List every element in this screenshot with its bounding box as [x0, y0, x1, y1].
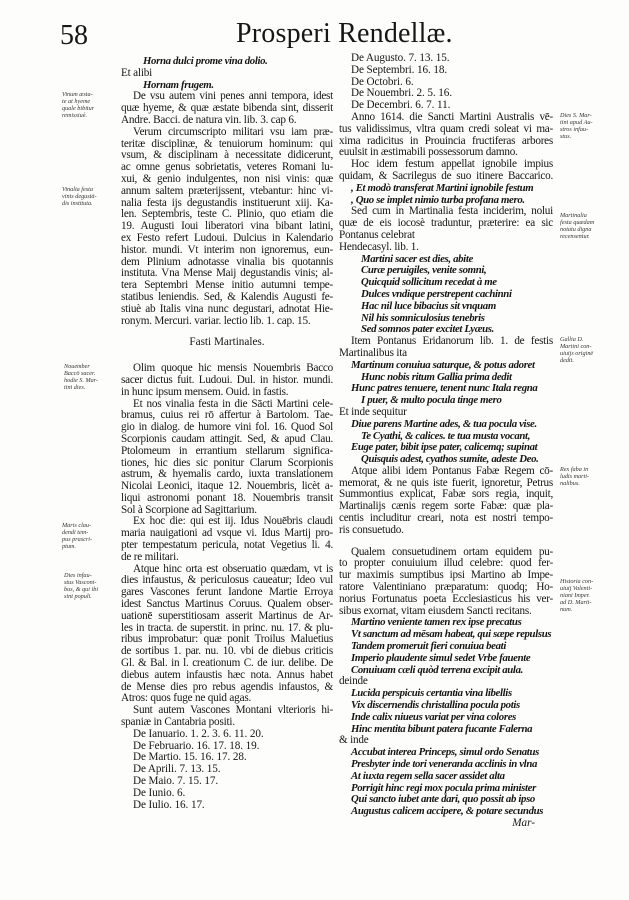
text-line: Martinalijs cænis regem sorte Fabæ: quæ pla- [339, 500, 553, 513]
text-line: stiuè ab Italis vina nunc degustari, adnotat Hie- [121, 302, 333, 315]
verse-line: I puer, & multo pocula tinge mero [361, 394, 502, 407]
text-line: quæ de eis iocosè traduntur, præterire: ea sic [339, 217, 553, 230]
text-line: nalia festa ijs degustandis instituerunt xiij. Ka- [121, 196, 333, 209]
verse-line: Euge pater, bibit ipse pater, calicemq; supinat [351, 441, 538, 454]
verse-line: Curæ peruigiles, venite somni, [361, 264, 487, 277]
text-line: Et nos vinalia festa in die Sācti Martini cele- [133, 397, 333, 410]
text-line: Atque hinc orta est obseruatio quædam, vt is [133, 562, 333, 575]
verse-line: Conuiuam cæli quòd terrena excipit aula. [351, 663, 523, 676]
margin-note-line: sint populi. [64, 593, 92, 600]
text-line: de re militari. [121, 550, 179, 563]
verse-line: Martini sacer est dies, abite [361, 252, 473, 265]
margin-note-line: Rex faba in [560, 466, 589, 473]
text-line: bramus, cuius rei rō affertur à Bartolom. Tae- [121, 409, 333, 422]
margin-note-line: remissiuè. [62, 112, 88, 119]
text-line: xima radicitus in Prouincia fructiferas arbores [339, 134, 553, 147]
verse-line: Hunc nobis ritum Gallia prima dedit [361, 370, 512, 383]
text-line: instituta. Vna Mense Maij degustandis vinis; al- [121, 267, 333, 280]
margin-note-line: Gallia D. [560, 336, 584, 343]
text-line: histor. mundi. Vt interim non ignoremus, eun- [121, 243, 333, 256]
text-line: Mar- [512, 817, 535, 829]
margin-note-line: tini apud Au- [560, 119, 593, 126]
text-line: De Ianuario. 1. 2. 3. 6. 11. 20. [133, 727, 264, 740]
text-line: gares Vascones ferunt Iandone Martie Erroya [121, 586, 333, 599]
text-line: De Iulio. 16. 17. [133, 798, 205, 811]
text-line: de sortibus 1. par. nu. 10. vbi de diebus criticis [121, 645, 333, 658]
margin-note-line: niani Imper. [560, 592, 590, 599]
text-line: tera Septembri Mense initio autumni tempe- [121, 279, 333, 292]
text-line: Hendecasyl. lib. 1. [339, 240, 419, 253]
text-line: sibus exornat, vitam eiusdem Sancti recitans. [339, 604, 532, 617]
text-line: De Iunio. 6. [133, 786, 186, 799]
text-line: Sed cum in Martinalia festa inciderim, nolui [351, 205, 553, 218]
verse-line: , Et modò transferat Martini ignobile festum [351, 181, 534, 194]
verse-line: Hac nil luce bibacius sit vnquam [361, 299, 496, 312]
text-line: norius Fortunatus poeta Ecclesiasticus his ver- [339, 592, 553, 605]
verse-line: Dulces vndique perstrepent cachinni [361, 287, 512, 300]
margin-note [560, 112, 593, 140]
text-line: to propter conuiuium illud celebre: quod fer- [339, 557, 553, 570]
text-line: Hoc idem festum appellat ignobile impius [351, 158, 553, 171]
left-text-column [121, 56, 333, 811]
margin-note [560, 336, 593, 364]
verse-line: Presbyter inde tori veneranda acclinis in vlna [351, 758, 538, 771]
verse-line: Imperio plaudente simul sedet Vrbe fauente [351, 651, 531, 664]
text-line: tur maximis sumptibus ipsi Martino ab Impe- [339, 569, 553, 582]
text-line: Ex hoc die: qui est iij. Idus Nouēbris claudi [133, 515, 333, 528]
margin-note-line: vinis degustā- [62, 193, 97, 200]
margin-note-line: dendi tem- [62, 529, 89, 536]
margin-note-line: Dies infau- [64, 572, 92, 579]
margin-note [62, 186, 97, 207]
margin-note-line: dis instituta. [62, 200, 93, 207]
text-line: de Mense dies pro rebus agendis infaustos, & [121, 680, 333, 693]
verse-line: Qui sancto iubet ante dari, quo possit ab ipso [351, 793, 535, 806]
text-line: euulsit in æstimabili possessorum damno. [339, 146, 518, 159]
spacer [121, 349, 333, 363]
margin-note-line: notatu digna [560, 226, 592, 233]
verse-line: Lucida perspicuis certantia vina libellis [351, 687, 512, 700]
verse-line: Te Cyathi, & calices. te tua musta vocant, [361, 429, 531, 442]
text-line: Nicolai Leonici, itaque 12. Nouembris, licèt a- [121, 480, 333, 493]
text-line: len. Septembris, teste C. Plinio, quo etiam die [121, 208, 333, 221]
text-line: Pontanus celebrat [339, 228, 415, 241]
text-line: idest Sanctus Martinus Coruus. Qualem obser- [121, 598, 333, 611]
verse-line: Vix discernendis christallina pocula potis [351, 699, 520, 712]
verse-line: Hornam frugem. [143, 78, 214, 91]
verse-line: Tandem promeruit fieri conuiua beati [351, 640, 506, 653]
text-line: tus validissimus, vltra quam credi soleat vi ma- [339, 122, 553, 135]
verse-line: Martino veniente tamen rex ipse precatus [351, 616, 522, 629]
text-line: Ptolomeum in errantium stellarum significa- [121, 444, 333, 457]
margin-note [560, 578, 593, 613]
running-title: Prosperi Rendellæ. [236, 18, 453, 49]
margin-note-line: Dies S. Mar- [560, 112, 592, 119]
verse-line: Martinum conuiua saturque, & potus adoret [351, 358, 535, 371]
margin-note-line: quale bibitur [62, 105, 95, 112]
text-line: 19. Augusti Ioui liberatori vina bibant latini, [121, 220, 333, 233]
verse-line: Porrigit hinc regi mox pocula prima minister [351, 781, 536, 794]
text-line: Qualem consuetudinem ortam equidem pu- [351, 545, 553, 558]
margin-note [560, 466, 589, 487]
verse-line: , Quo se implet nimio turba profana mero. [351, 193, 525, 206]
text-line: Atros: quos fuge ne quid agas. [121, 692, 252, 705]
text-line: astrum, & hyemalis cardo, iuxta translationem [121, 468, 333, 481]
text-line: De Februario. 16. 17. 18. 19. [133, 739, 260, 752]
margin-note-line: Nouember [64, 363, 90, 370]
verse-line: Hunc patres tenuere, tenent nunc Itala regna [351, 382, 538, 395]
text-line: Gl. & Bal. in l. creationum C. de iur. delibe. De [121, 657, 333, 670]
margin-note-line: stus. [560, 133, 572, 140]
text-line: Verum circumscripto militari vsu iam præ- [133, 125, 333, 138]
text-line: De Octobri. 6. [351, 75, 414, 88]
margin-note-line: Martini con- [560, 343, 592, 350]
text-line: dies infaustus, & periculosus caueatur; Ideo vul [121, 574, 333, 587]
text-line: tiones, hic dies sic ponitur Clarum Scorpionis [121, 456, 333, 469]
text-line: Fasti Martinales. [189, 336, 265, 349]
margin-note-line: festa quædam [560, 219, 595, 226]
text-line: Et alibi [121, 66, 153, 79]
text-line: De Nouembri. 2. 5. 16. [351, 87, 452, 100]
margin-note-line: ptum. [62, 543, 76, 550]
margin-note-line: stros infau- [560, 126, 589, 133]
text-line: centis includitur creari, nota est nostri tempo- [339, 512, 553, 525]
text-line: spaniæ in Cantabria positi. [121, 716, 235, 729]
text-line: De Aprili. 7. 13. 15. [133, 763, 221, 776]
right-text-column [339, 53, 553, 830]
text-line: vsum, & disciplinam à necessitate didicerunt, [121, 149, 333, 162]
text-line: sacer dictus fuit. Ludoui. Dul. in histor. mundi. [121, 373, 333, 386]
margin-note-line: ad D. Marti- [560, 599, 592, 606]
text-line: liqui astronomi ponant 18. Nouembris transit [121, 491, 333, 504]
text-line: ris consuetudo. [339, 523, 404, 536]
text-line: diebus autem infaustis hæc nota. Annus habet [121, 668, 333, 681]
margin-note [560, 212, 594, 240]
text-line: Item Pontanus Eridanorum lib. 1. de festis [351, 335, 553, 348]
text-line: quæ hyeme, & quæ æstate bibenda sint, disserit [121, 102, 333, 115]
margin-note [64, 572, 98, 600]
margin-note-line: Maris clau- [62, 522, 92, 529]
verse-line: Augustus calicem accipere, & potare secundus [351, 805, 544, 818]
margin-note-line: nalibus. [560, 480, 580, 487]
text-line: Andre. Bacci. de natura vin. lib. 3. cap 6. [121, 113, 297, 126]
text-line: teritæ disciplinæ, & tenuiorum hominum: qui [121, 137, 333, 150]
margin-note [62, 91, 94, 119]
margin-note-line: uiuij Valenti- [560, 585, 593, 592]
text-line: De Maio. 7. 15. 17. [133, 775, 219, 788]
verse-line: At iuxta regem sella sacer assidet alta [351, 769, 505, 782]
margin-note-line: Vinum æsta- [62, 91, 93, 98]
text-line: Anno 1614. die Sancti Martini Australis vē- [351, 110, 553, 123]
margin-note-line: Historia con- [560, 578, 594, 585]
text-line: ex Festo refert Ludoui. Dulcius in Kalendario [121, 231, 333, 244]
margin-note-line: uiuijs originē [560, 350, 594, 357]
text-line: Et inde sequitur [339, 405, 407, 418]
margin-note-line: ludis marti- [560, 473, 590, 480]
text-line: ronym. Mercuri. variar. lectio lib. 1. cap. 15. [121, 314, 311, 327]
text-line: & inde [339, 734, 369, 747]
text-line: De Martio. 15. 16. 17. 28. [133, 751, 247, 764]
text-line: dem Plinium adnotasse vinalia bis quotannis [121, 255, 333, 268]
margin-note-line: pus prascri- [62, 536, 93, 543]
verse-line: Quisquis adest, cyathos sumite, adeste Deo. [361, 453, 539, 466]
margin-note-line: Baccō sacer. [64, 370, 96, 377]
margin-note-line: Martinalia [560, 212, 587, 219]
text-line: De vsu autem vini penes anni tempora, idest [133, 90, 333, 103]
text-line: ac omne genus sobrietatis, veteres Romani lu- [121, 161, 333, 174]
text-line: ribus improbatur: quæ ponit Troilus Maluetius [121, 633, 333, 646]
text-line: Sunt autem Vascones Montani vlterioris hi- [133, 704, 333, 717]
text-line: Summontius explicat, Fabæ sors regia, inquit, [339, 488, 553, 501]
margin-note [62, 522, 92, 550]
verse-line: Inde calix niueus variat per vina colores [351, 710, 517, 723]
text-line: Olim quoque hic mensis Nouembris Bacco [133, 362, 333, 375]
text-line: De Decembri. 6. 7. 11. [351, 99, 451, 112]
margin-note [64, 363, 98, 391]
text-line: De Augusto. 7. 13. 15. [351, 52, 450, 64]
text-line: les in tracta. de superstit. in princ. nu. 17. & plu- [121, 621, 333, 634]
text-line: uationē superstitiosam asserit Martinus de Ar- [121, 609, 333, 622]
margin-note-line: tini dies. [64, 384, 86, 391]
text-line: Martinalibus ita [339, 346, 407, 359]
text-line: Atque alibi idem Pontanus Fabæ Regem cō- [351, 464, 553, 477]
margin-note-line: num. [560, 606, 573, 613]
margin-note-line: hodie S. Mar- [64, 377, 99, 384]
verse-line: Sed somnos pater excitet Lyæus. [361, 323, 494, 336]
text-line: memorat, & ne quis iste fuerit, ignoretur, Petrus [339, 476, 553, 489]
verse-line: Diue parens Martine ades, & tua pocula vise. [351, 417, 537, 430]
text-line: De Septembri. 16. 18. [351, 63, 448, 76]
margin-note-line: stus Vasconi- [64, 579, 97, 586]
margin-note-line: te at hyeme [62, 98, 91, 105]
text-line: in hunc ipsum mensem. Ouid. in fastis. [121, 385, 289, 398]
verse-line: Nil his somniculosius tenebris [361, 311, 485, 324]
text-line: Sol à Scorpione ad Sagittarium. [121, 503, 257, 516]
page-number: 58 [60, 20, 88, 51]
verse-line: Vt sanctum ad mēsam habeat, qui sæpe repulsus [351, 628, 552, 641]
text-line: pter tempestatum pericula, notat Vegetius li. 4. [121, 539, 333, 552]
margin-note-line: Vinalia festa [62, 186, 93, 193]
margin-note-line: recensentur. [560, 233, 590, 240]
text-line: Scorpionis caudam attingit. Sed, & apud Clau. [121, 432, 333, 445]
text-line: annum saltem præterijssent, vtebantur: hinc vi- [121, 184, 333, 197]
margin-note-line: dedit. [560, 357, 574, 364]
text-line: gio in dialog. de humore vini fol. 16. Quod Sol [121, 421, 333, 434]
text-line: quidam, & Sacrilegus de suo itinere Baccarico. [339, 169, 553, 182]
text-line: maria nauigationi ad vsque vi. Idus Martij pro- [121, 527, 333, 540]
verse-line: Accubat interea Princeps, simul ordo Senatus [351, 746, 539, 759]
text-line: ratore Valentiniano præparatum: quodq; Ho- [339, 581, 553, 594]
text-line: statibus leniendis. Sed, & Kalendis Augusti fe- [121, 290, 333, 303]
verse-line: Horna dulci prome vina dolio. [143, 55, 268, 67]
text-line: xui, & genio indulgentes, non nisi vinis: quæ [121, 172, 333, 185]
verse-line: Quicquid sollicitum recedat à me [361, 276, 497, 289]
margin-note-line: bus, & qui ibi [64, 586, 99, 593]
verse-line: Hinc mentita bibunt patera fucante Falerna [351, 722, 533, 735]
text-line: deinde [339, 675, 368, 688]
